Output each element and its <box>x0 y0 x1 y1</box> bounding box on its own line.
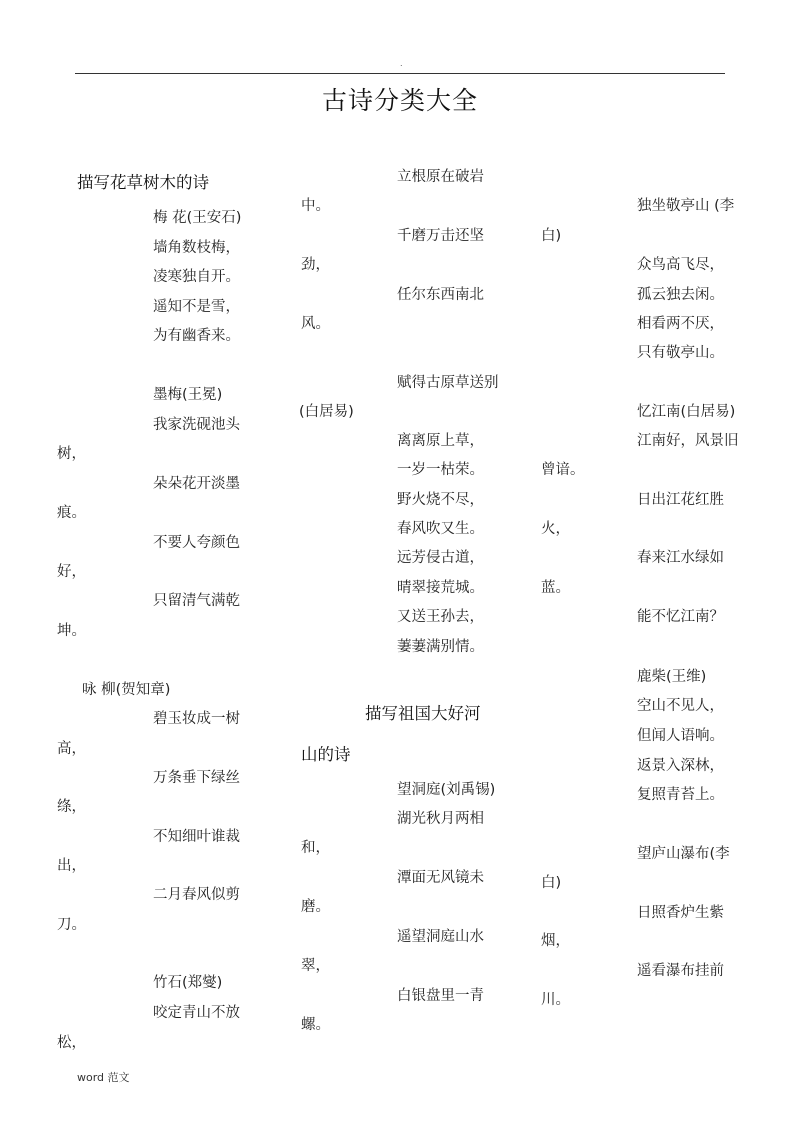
wrapped-fragment: 川。 <box>541 992 570 1008</box>
poem-line: 离离原上草， <box>397 433 484 449</box>
poem-title: 鹿柴(王维) <box>637 669 707 685</box>
poem-line: 好， <box>57 564 86 580</box>
poem-line: 任尔东西南北 <box>397 287 484 303</box>
poem-line: 远芳侵古道， <box>397 550 484 566</box>
poem-title: 独坐敬亭山 (李 <box>637 198 735 214</box>
poem-line: 晴翠接荒城。 <box>397 580 484 596</box>
poem-line: 和， <box>301 840 330 856</box>
poem-line: 日照香炉生紫 <box>637 905 724 921</box>
poem-line: 众鸟高飞尽， <box>637 257 724 273</box>
header-dot: . <box>400 59 403 68</box>
poem-line: 春来江水绿如 <box>637 550 724 566</box>
poem-line: 又送王孙去， <box>397 609 484 625</box>
wrapped-fragment: 蓝。 <box>541 580 570 596</box>
wrapped-fragment: 白) <box>541 875 562 891</box>
poem-line: 咬定青山不放 <box>153 1005 240 1021</box>
poem-line: 不要人夸颜色 <box>153 535 240 551</box>
poem-line: 江南好，风景旧 <box>637 433 739 449</box>
wrapped-fragment: 火， <box>541 521 570 537</box>
poem-line: 二月春风似剪 <box>153 887 240 903</box>
section-heading-landscape: 描写祖国大好河 <box>365 704 481 723</box>
poem-line: 但闻人语响。 <box>637 728 724 744</box>
poem-line: 萋萋满别情。 <box>397 639 484 655</box>
poem-line: 复照青苔上。 <box>637 787 724 803</box>
poem-line: 出， <box>57 858 86 874</box>
poem-line: 为有幽香来。 <box>153 328 240 344</box>
poem-line: 碧玉妆成一树 <box>153 711 240 727</box>
poem-line: 只留清气满乾 <box>153 593 240 609</box>
poem-title: 墨梅(王冕) <box>153 387 223 403</box>
poem-line: 松， <box>57 1035 86 1051</box>
poem-title: 忆江南(白居易) <box>637 404 736 420</box>
poem-line: 风。 <box>301 316 330 332</box>
poem-line: 不知细叶谁裁 <box>153 829 240 845</box>
wrapped-fragment: 白) <box>541 228 562 244</box>
poem-line: 中。 <box>301 198 330 214</box>
poem-line: 空山不见人， <box>637 698 724 714</box>
poem-line: 日出江花红胜 <box>637 492 724 508</box>
poem-line: 绦， <box>57 799 86 815</box>
section-heading-landscape-cont: 山的诗 <box>301 745 351 764</box>
poem-line: 只有敬亭山。 <box>637 345 724 361</box>
poem-line: 春风吹又生。 <box>397 521 484 537</box>
poem-line: 返景入深林， <box>637 758 724 774</box>
poem-line: 坤。 <box>57 623 86 639</box>
poem-line: 立根原在破岩 <box>397 169 484 185</box>
poem-line: 万条垂下绿丝 <box>153 770 240 786</box>
poem-title: 赋得古原草送别 <box>397 375 499 391</box>
poem-title: 梅 花(王安石) <box>153 210 242 226</box>
poem-line: 白银盘里一青 <box>397 988 484 1004</box>
poem-line: 遥看瀑布挂前 <box>637 963 724 979</box>
poem-line: 墙角数枝梅， <box>153 240 240 256</box>
poem-line: 翠， <box>301 958 330 974</box>
poem-line: 我家洗砚池头 <box>153 417 240 433</box>
poem-line: 劲， <box>301 257 330 273</box>
poem-line: 能不忆江南？ <box>637 609 724 625</box>
poem-line: 刀。 <box>57 917 86 933</box>
poem-line: 磨。 <box>301 899 330 915</box>
poem-line: 相看两不厌， <box>637 316 724 332</box>
poem-line: 潭面无风镜未 <box>397 870 484 886</box>
poem-line: 孤云独去闲。 <box>637 287 724 303</box>
wrapped-fragment: 烟， <box>541 933 570 949</box>
poem-line: 凌寒独自开。 <box>153 269 240 285</box>
poem-line: 野火烧不尽， <box>397 492 484 508</box>
poem-title: 咏 柳(贺知章) <box>82 682 171 698</box>
poem-title: 望洞庭(刘禹锡) <box>397 782 496 798</box>
poem-title: 望庐山瀑布(李 <box>637 846 730 862</box>
poem-line: 朵朵花开淡墨 <box>153 476 240 492</box>
poem-line: 树， <box>57 446 86 462</box>
footer-label: word 范文 <box>77 1071 130 1084</box>
poem-line: 遥望洞庭山水 <box>397 929 484 945</box>
poem-line: 高， <box>57 741 86 757</box>
poem-line: 千磨万击还坚 <box>397 228 484 244</box>
poem-author: (白居易) <box>299 404 354 420</box>
header-rule <box>75 73 725 74</box>
poem-line: 螺。 <box>301 1017 330 1033</box>
poem-line: 痕。 <box>57 505 86 521</box>
page-title: 古诗分类大全 <box>321 86 478 115</box>
wrapped-fragment: 曾谙。 <box>541 462 585 478</box>
poem-line: 湖光秋月两相 <box>397 811 484 827</box>
poem-line: 遥知不是雪， <box>153 299 240 315</box>
section-heading-plants: 描写花草树木的诗 <box>77 173 209 192</box>
poem-title: 竹石(郑燮) <box>153 975 223 991</box>
poem-line: 一岁一枯荣。 <box>397 462 484 478</box>
